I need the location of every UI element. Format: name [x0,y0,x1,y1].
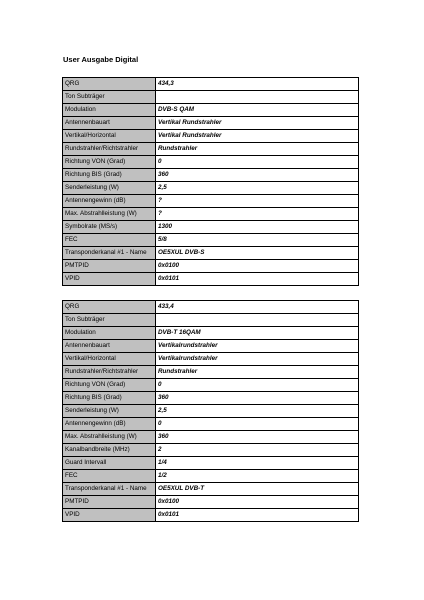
table-row [63,457,359,470]
parameter-label: PMTPID [63,496,156,509]
parameter-value: 0x0100 [156,496,359,509]
parameter-label: Transponderkanal #1 - Name [63,483,156,496]
parameter-value: OE5XUL DVB-S [156,247,359,260]
parameter-value: 1/2 [156,470,359,483]
parameter-value: Vertikal Rundstrahler [156,117,359,130]
parameter-label: Kanalbandbreite (MHz) [63,444,156,457]
parameter-label: Antennenbauart [63,340,156,353]
table-row [63,418,359,431]
table-row [63,78,359,91]
parameter-value: OE5XUL DVB-T [156,483,359,496]
table-row [63,91,359,104]
parameter-value: 1300 [156,221,359,234]
parameter-label: QRG [63,301,156,314]
table-row [63,379,359,392]
parameter-value: 2 [156,444,359,457]
parameter-value [156,91,359,104]
table-row [63,260,359,273]
parameter-value: 0x0100 [156,260,359,273]
parameter-label: Modulation [63,327,156,340]
parameter-label: QRG [63,78,156,91]
parameter-value: Rundstrahler [156,366,359,379]
parameter-value: 434,3 [156,78,359,91]
table-row [63,130,359,143]
parameter-value [156,314,359,327]
table-row [63,470,359,483]
parameter-value: Vertikal Rundstrahler [156,130,359,143]
parameter-value: 360 [156,431,359,444]
parameter-label: Antennenbauart [63,117,156,130]
parameter-label: Modulation [63,104,156,117]
parameter-value: 2,5 [156,405,359,418]
parameter-label: VPID [63,273,156,286]
parameter-value: 0x0101 [156,273,359,286]
table-row [63,405,359,418]
parameter-label: Ton Subträger [63,91,156,104]
page-title: User Ausgabe Digital [63,55,139,64]
parameter-label: Max. Abstrahlleistung (W) [63,431,156,444]
table-row [63,182,359,195]
parameter-label: VPID [63,509,156,522]
table-row [63,431,359,444]
parameter-value: Vertikalrundstrahler [156,340,359,353]
table-row [63,509,359,522]
table-row [63,273,359,286]
parameter-label: Richtung VON (Grad) [63,156,156,169]
parameter-label: Symbolrate (MS/s) [63,221,156,234]
parameter-value: Rundstrahler [156,143,359,156]
parameter-label: Ton Subträger [63,314,156,327]
table-row [63,221,359,234]
parameter-value: 360 [156,392,359,405]
table-row [63,314,359,327]
parameter-label: Richtung BIS (Grad) [63,392,156,405]
table-row [63,169,359,182]
parameter-label: Vertikal/Horizontal [63,130,156,143]
parameter-label: PMTPID [63,260,156,273]
parameter-value: Vertikalrundstrahler [156,353,359,366]
table-row [63,340,359,353]
table-row [63,483,359,496]
parameter-label: Rundstrahler/Richtstrahler [63,143,156,156]
parameter-label: Vertikal/Horizontal [63,353,156,366]
dvb-t-parameter-table [62,300,359,522]
table-row [63,366,359,379]
parameter-value: 5/8 [156,234,359,247]
table-row [63,444,359,457]
parameter-label: FEC [63,470,156,483]
table-row [63,234,359,247]
table-row [63,143,359,156]
parameter-label: Senderleistung (W) [63,182,156,195]
table-row [63,104,359,117]
parameter-value: 0x0101 [156,509,359,522]
parameter-value: 0 [156,379,359,392]
parameter-label: FEC [63,234,156,247]
dvb-s-parameter-table [62,77,359,286]
table-row [63,301,359,314]
parameter-label: Senderleistung (W) [63,405,156,418]
table-row [63,208,359,221]
table-row [63,496,359,509]
parameter-value: DVB-T 16QAM [156,327,359,340]
parameter-value: 360 [156,169,359,182]
parameter-value: ? [156,195,359,208]
table-row [63,247,359,260]
parameter-value: ? [156,208,359,221]
table-row [63,392,359,405]
parameter-value: 0 [156,156,359,169]
table-row [63,195,359,208]
table-row [63,327,359,340]
parameter-label: Richtung VON (Grad) [63,379,156,392]
parameter-label: Transponderkanal #1 - Name [63,247,156,260]
table-row [63,353,359,366]
parameter-label: Antennengewinn (dB) [63,195,156,208]
parameter-value: 1/4 [156,457,359,470]
parameter-label: Guard Intervall [63,457,156,470]
parameter-value: DVB-S QAM [156,104,359,117]
table-row [63,156,359,169]
parameter-value: 2,5 [156,182,359,195]
parameter-label: Antennengewinn (dB) [63,418,156,431]
parameter-label: Max. Abstrahlleistung (W) [63,208,156,221]
parameter-label: Rundstrahler/Richtstrahler [63,366,156,379]
parameter-value: 0 [156,418,359,431]
parameter-label: Richtung BIS (Grad) [63,169,156,182]
parameter-value: 433,4 [156,301,359,314]
table-row [63,117,359,130]
